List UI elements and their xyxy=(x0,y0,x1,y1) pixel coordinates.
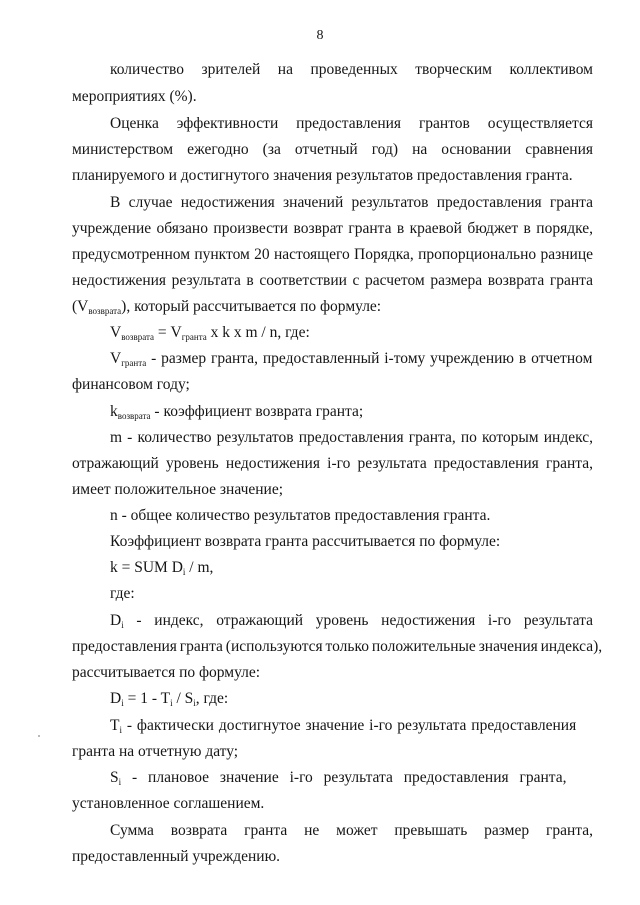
text-line: $k_{возврата}$ - коэффициент возврата гранта; xyxy=(110,403,364,421)
text-line: m - количество результатов предоставления гранта, по которым индекс, xyxy=(110,429,593,446)
text-line: где: xyxy=(110,585,135,602)
text-line: предусмотренном пунктом 20 настоящего Порядка, пропорционально разнице xyxy=(72,246,593,263)
text-line: Коэффициент возврата гранта рассчитывается по формуле: xyxy=(110,533,501,550)
text-line: $(V_{возврата})$, который рассчитывается по формуле: xyxy=(72,298,382,316)
formula-k: k = SUM $D_i$ / m, xyxy=(110,559,214,577)
text-line: недостижения результата в соответствии с расчетом размера возврата гранта xyxy=(72,272,593,289)
text-line: $D_i$ - индекс, отражающий уровень недостижения i-го результата xyxy=(110,612,593,630)
text-line: рассчитывается по формуле: xyxy=(72,664,261,681)
formula-d: $D_i = 1 - T_i / S_i$, где: xyxy=(110,690,229,708)
text-line: финансовом году; xyxy=(72,376,190,393)
text-line: Оценка эффективности предоставления грантов осуществляется xyxy=(110,115,593,132)
text-line: учреждение обязано произвести возврат гранта в краевой бюджет в порядке, xyxy=(72,220,593,237)
text-line: В случае недостижения значений результатов предоставления гранта xyxy=(110,194,593,211)
text-line: предоставления гранта (используются только положительные значения индекса), xyxy=(72,638,603,655)
text-line: гранта на отчетную дату; xyxy=(72,743,239,760)
text-line: n - общее количество результатов предоставления гранта. xyxy=(110,507,491,524)
text-line: министерством ежегодно (за отчетный год) на основании сравнения xyxy=(72,141,593,158)
text-line: установленное соглашением. xyxy=(72,795,265,812)
text-line: Сумма возврата гранта не может превышать размер гранта, xyxy=(110,822,593,839)
text-line: имеет положительное значение; xyxy=(72,481,284,498)
scan-speck xyxy=(38,735,40,737)
text-line: планируемого и достигнутого значения результатов предоставления гранта. xyxy=(72,167,573,184)
text-line: отражающий уровень недостижения i-го результата предоставления гранта, xyxy=(72,455,593,472)
text-line: $V_{гранта}$ - размер гранта, предоставленный i-тому учреждению в отчетном xyxy=(110,350,593,368)
formula-v-return: $V_{возврата} = V_{гранта}$ x k x m / n, где: xyxy=(110,324,310,342)
text-line: $T_i$ - фактически достигнутое значение i-го результата предоставления xyxy=(110,717,577,735)
text-line: количество зрителей на проведенных творческим коллективом xyxy=(110,61,593,78)
text-line: предоставленный учреждению. xyxy=(72,848,281,865)
text-line: мероприятиях (%). xyxy=(72,88,197,105)
text-line: $S_i$ - плановое значение i-го результата предоставления гранта, xyxy=(110,769,567,787)
page-number: 8 xyxy=(316,28,324,43)
